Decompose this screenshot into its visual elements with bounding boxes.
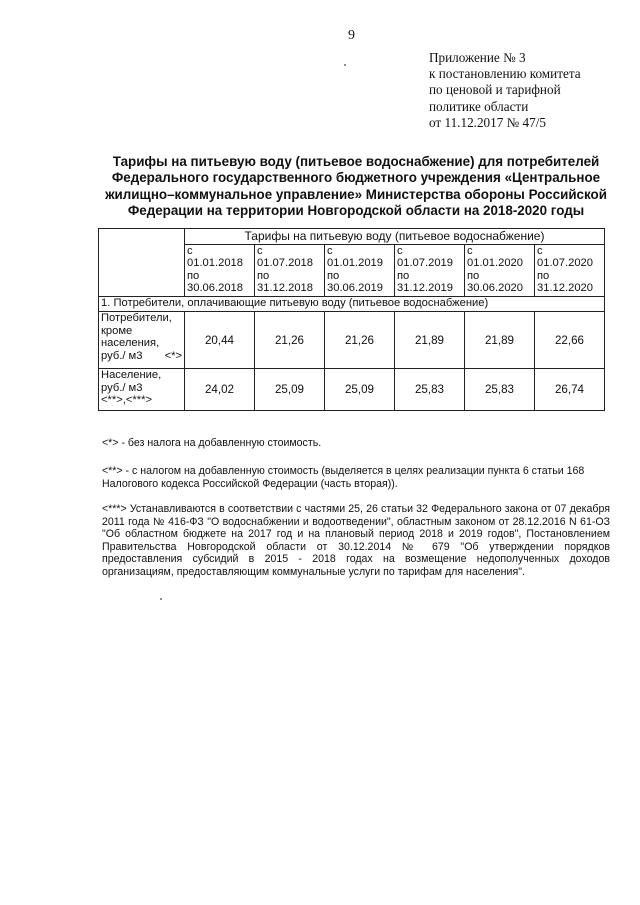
appendix-line: политике области: [429, 98, 529, 114]
row-label: Потребители, кроме населения, руб./ м3 <*>: [99, 312, 185, 369]
title-line: Тарифы на питьевую воду (питьевое водоснабжение) для потребителей: [112, 154, 600, 169]
title-line: Федерации на территории Новгородской области на 2018-2020 годы: [127, 203, 585, 219]
title-line: Федерального государственного бюджетного учреждения «Центральное: [111, 170, 601, 186]
footnote-1: <*> - без налога на добавленную стоимость.: [102, 437, 322, 449]
tariff-value: 25,83: [465, 369, 535, 411]
appendix-line: по ценовой и тарифной: [429, 82, 561, 98]
period-header: с 01.07.2018 по 31.12.2018: [255, 245, 325, 297]
scan-speck: [344, 64, 346, 66]
row-label: Население, руб./ м3 <**>,<***>: [99, 369, 185, 411]
page-number: 9: [348, 28, 355, 43]
tariff-value: 21,89: [465, 312, 535, 369]
tariff-value: 25,83: [395, 369, 465, 411]
table-row: [99, 369, 605, 411]
tariff-value: 21,26: [255, 312, 325, 369]
tariff-value: 22,66: [535, 312, 605, 369]
table-corner-cell: [99, 229, 185, 297]
group-header: Тарифы на питьевую воду (питьевое водоснабжение): [185, 229, 605, 245]
period-header: с 01.01.2019 по 30.06.2019: [325, 245, 395, 297]
scan-speck: [160, 598, 162, 600]
footnote-3: <***> Устанавливаются в соответствии с частями 25, 26 статьи 32 Федерального закона от 07 декабря 2011 года № 416-ФЗ "О водоснабжении и водоотведении", областным законом от 28.12.2016 N 61-ОЗ "Об областном бюджете на 2017 год и на плановый период 2018 и 2019 годов", Постановлением Правительства Новгородской области от 30.12.2014 № 679 "Об утверждении порядков предоставления субсидий в 2015 - 2018 годах на возмещение недополученных доходов организациям, предоставляющим коммунальные услуги по тарифам для населения".: [102, 503, 610, 578]
footnote-ref: <*>: [164, 349, 182, 362]
tariff-table: [98, 228, 605, 411]
table-row: [99, 312, 605, 369]
tariff-value: 21,26: [325, 312, 395, 369]
footnote-2: <**> - с налогом на добавленную стоимость (выделяется в целях реализации пункта 6 статьи 168 Налогового кодекса Российской Федерации (часть вторая)).: [102, 465, 585, 490]
appendix-header: [429, 50, 581, 131]
period-header: с 01.01.2018 по 30.06.2018: [185, 245, 255, 297]
tariff-value: 21,89: [395, 312, 465, 369]
appendix-line: к постановлению комитета: [429, 66, 581, 82]
period-header: с 01.07.2019 по 31.12.2019: [395, 245, 465, 297]
document-title: [96, 154, 616, 220]
period-header: с 01.01.2020 по 30.06.2020: [465, 245, 535, 297]
period-header: с 01.07.2020 по 31.12.2020: [535, 245, 605, 297]
section-row: 1. Потребители, оплачивающие питьевую воду (питьевое водоснабжение): [99, 297, 605, 312]
title-line: жилищно–коммунальное управление» Министерства обороны Российской: [105, 186, 607, 202]
tariff-value: 25,09: [255, 369, 325, 411]
appendix-line: от 11.12.2017 № 47/5: [429, 114, 546, 130]
tariff-value: 20,44: [185, 312, 255, 369]
tariff-value: 25,09: [325, 369, 395, 411]
appendix-line: Приложение № 3: [429, 50, 526, 65]
tariff-value: 26,74: [535, 369, 605, 411]
tariff-value: 24,02: [185, 369, 255, 411]
